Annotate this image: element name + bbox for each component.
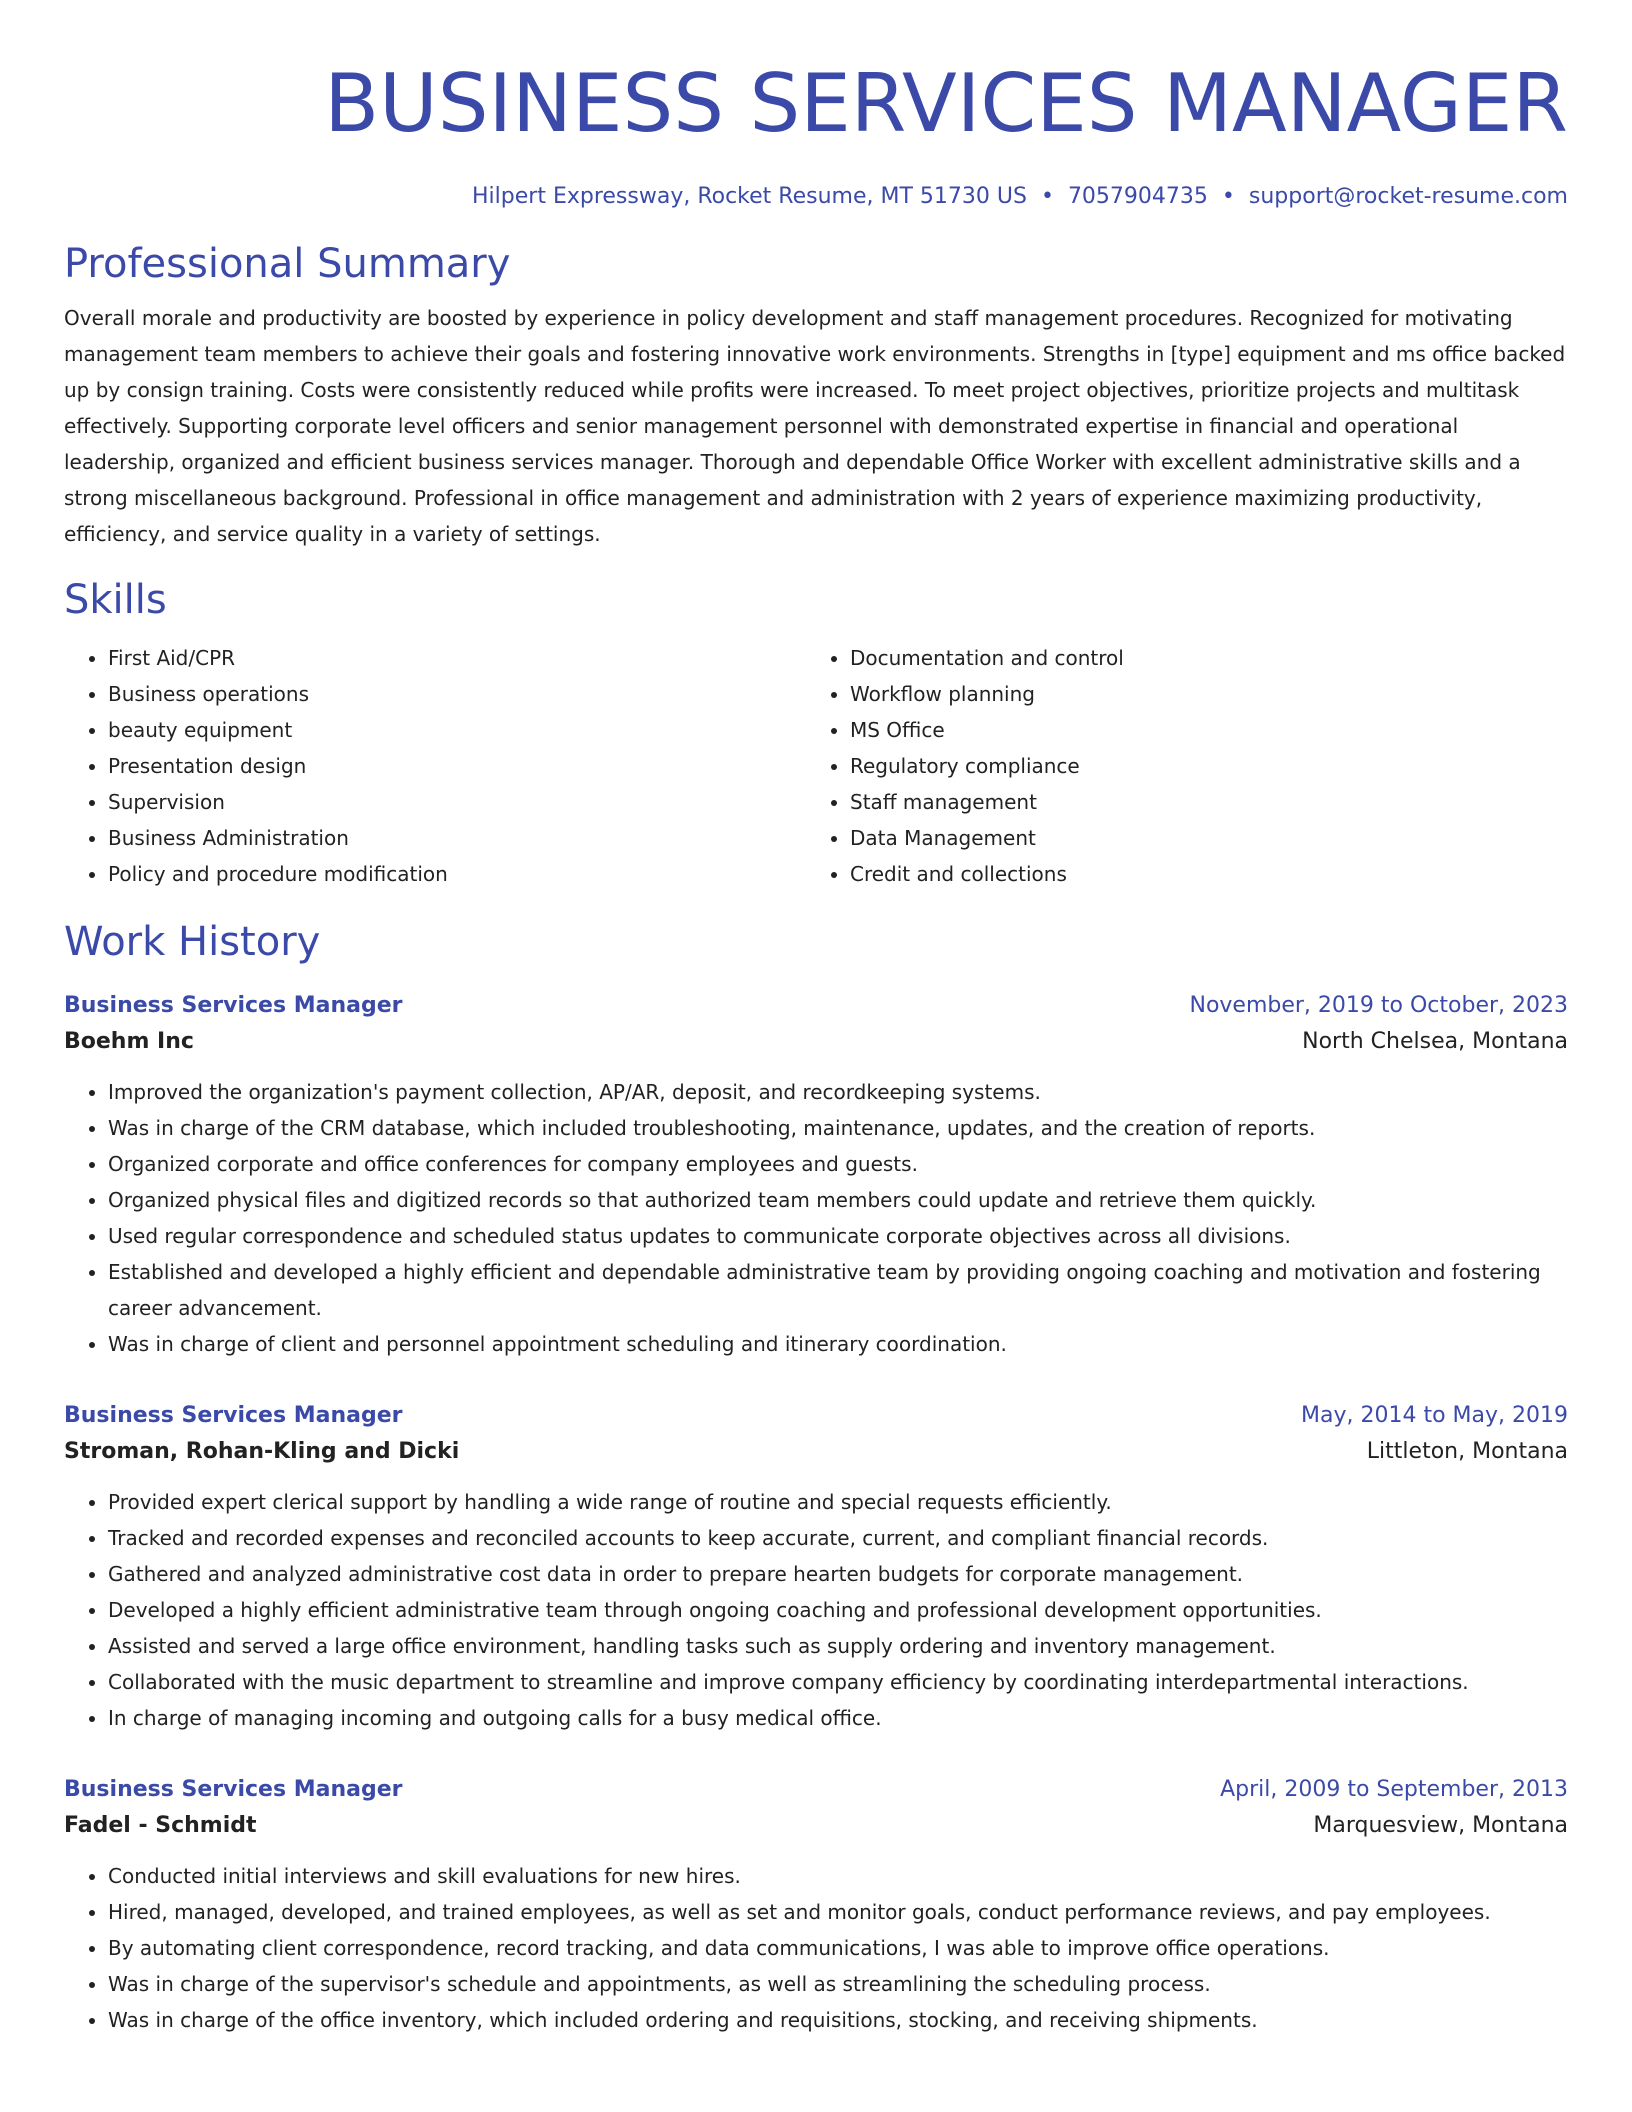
contact-phone: 7057904735 <box>1067 184 1208 209</box>
candidate-name: BUSINESS SERVICES MANAGER <box>324 57 1568 150</box>
job-bullet: • Was in charge of the office inventory, which included ordering and requisitions, stocking, and receiving shipments. <box>108 2002 1568 2038</box>
job-bullet: • Conducted initial interviews and skill evaluations for new hires. <box>108 1858 1568 1894</box>
skills-list <box>64 640 1568 892</box>
job-title: Business Services Manager <box>64 1777 403 1802</box>
skill-item: • First Aid/CPR <box>108 640 806 676</box>
job-bullet: • Organized corporate and office conferences for company employees and guests. <box>108 1146 1568 1182</box>
contact-line <box>64 182 1568 212</box>
skill-item: • MS Office <box>850 712 1548 748</box>
job-bullets <box>64 1074 1568 1362</box>
job-bullet: • By automating client correspondence, record tracking, and data communications, I was able to improve office operations. <box>108 1930 1568 1966</box>
job-dates: April, 2009 to September, 2013 <box>1220 1777 1568 1802</box>
job-bullets <box>64 1858 1568 2038</box>
job-entry <box>64 988 1568 1362</box>
job-bullet: • Was in charge of the supervisor's schedule and appointments, as well as streamlining the scheduling process. <box>108 1966 1568 2002</box>
skill-item: • Policy and procedure modification <box>108 856 806 892</box>
skill-item: • Data Management <box>850 820 1548 856</box>
job-bullet: • Was in charge of the CRM database, which included troubleshooting, maintenance, updates, and the creation of reports. <box>108 1110 1568 1146</box>
job-bullet: • Improved the organization's payment collection, AP/AR, deposit, and recordkeeping systems. <box>108 1074 1568 1110</box>
job-company-row <box>64 1808 1568 1844</box>
job-bullet: • Tracked and recorded expenses and reconciled accounts to keep accurate, current, and compliant financial records. <box>108 1520 1568 1556</box>
work-history-heading: Work History <box>64 919 321 965</box>
job-bullet: • Gathered and analyzed administrative cost data in order to prepare hearten budgets for corporate management. <box>108 1556 1568 1592</box>
job-location: North Chelsea, Montana <box>1302 1029 1568 1054</box>
job-title-row <box>64 1772 1568 1808</box>
job-dates: May, 2014 to May, 2019 <box>1301 1403 1568 1428</box>
job-title: Business Services Manager <box>64 1403 403 1428</box>
summary-text: Overall morale and productivity are boosted by experience in policy development and staff management procedures. Recognized for motivating management team members to achieve their goals and fostering innovative work environments. Strengths in [type] equipment and ms office backed up by consign training. Costs were consistently reduced while profits were increased. To meet project objectives, prioritize projects and multitask effectively. Supporting corporate level officers and senior management personnel with demonstrated expertise in financial and operational leadership, organized and efficient business services manager. Thorough and dependable Office Worker with excellent administrative skills and a strong miscellaneous background. Professional in office management and administration with 2 years of experience maximizing productivity, efficiency, and service quality in a variety of settings. <box>64 306 1566 546</box>
job-entry <box>64 1398 1568 1736</box>
job-company-row <box>64 1024 1568 1060</box>
skills-column-left <box>64 640 806 892</box>
skill-item: • Documentation and control <box>850 640 1548 676</box>
resume-page <box>64 0 1568 2038</box>
job-company: Stroman, Rohan-Kling and Dicki <box>64 1439 460 1464</box>
job-bullet: • Provided expert clerical support by handling a wide range of routine and special requests efficiently. <box>108 1484 1568 1520</box>
job-entry <box>64 1772 1568 2038</box>
skill-item: • Presentation design <box>108 748 806 784</box>
skills-column-right <box>806 640 1548 892</box>
job-location: Marquesview, Montana <box>1313 1813 1568 1838</box>
skill-item: • Staff management <box>850 784 1548 820</box>
contact-separator: • <box>1040 184 1054 209</box>
job-title-row <box>64 988 1568 1024</box>
skill-item: • Supervision <box>108 784 806 820</box>
job-title-row <box>64 1398 1568 1434</box>
resume-header <box>64 50 1568 212</box>
contact-separator: • <box>1221 184 1235 209</box>
job-company: Boehm Inc <box>64 1029 194 1054</box>
summary-heading: Professional Summary <box>64 241 511 287</box>
job-bullet: • Organized physical files and digitized records so that authorized team members could update and retrieve them quickly. <box>108 1182 1568 1218</box>
job-bullet: • Used regular correspondence and scheduled status updates to communicate corporate objectives across all divisions. <box>108 1218 1568 1254</box>
job-bullet: • Developed a highly efficient administrative team through ongoing coaching and professional development opportunities. <box>108 1592 1568 1628</box>
job-bullet: • Assisted and served a large office environment, handling tasks such as supply ordering and inventory management. <box>108 1628 1568 1664</box>
job-bullet: • Established and developed a highly efficient and dependable administrative team by providing ongoing coaching and motivation and fostering career advancement. <box>108 1254 1568 1326</box>
job-bullet: • Collaborated with the music department to streamline and improve company efficiency by coordinating interdepartmental interactions. <box>108 1664 1568 1700</box>
skill-item: • Workflow planning <box>850 676 1548 712</box>
job-bullet: • Hired, managed, developed, and trained employees, as well as set and monitor goals, conduct performance reviews, and pay employees. <box>108 1894 1568 1930</box>
job-dates: November, 2019 to October, 2023 <box>1189 993 1568 1018</box>
job-company: Fadel - Schmidt <box>64 1813 257 1838</box>
job-bullets <box>64 1484 1568 1736</box>
job-title: Business Services Manager <box>64 993 403 1018</box>
skill-item: • Regulatory compliance <box>850 748 1548 784</box>
skill-item: • beauty equipment <box>108 712 806 748</box>
skill-item: • Business operations <box>108 676 806 712</box>
job-bullet: • In charge of managing incoming and outgoing calls for a busy medical office. <box>108 1700 1568 1736</box>
job-bullet: • Was in charge of client and personnel appointment scheduling and itinerary coordination. <box>108 1326 1568 1362</box>
skills-heading: Skills <box>64 577 167 623</box>
job-location: Littleton, Montana <box>1366 1439 1568 1464</box>
skill-item: • Business Administration <box>108 820 806 856</box>
contact-address: Hilpert Expressway, Rocket Resume, MT 51730 US <box>472 184 1027 209</box>
contact-email: support@rocket-resume.com <box>1248 184 1568 209</box>
skill-item: • Credit and collections <box>850 856 1548 892</box>
job-company-row <box>64 1434 1568 1470</box>
